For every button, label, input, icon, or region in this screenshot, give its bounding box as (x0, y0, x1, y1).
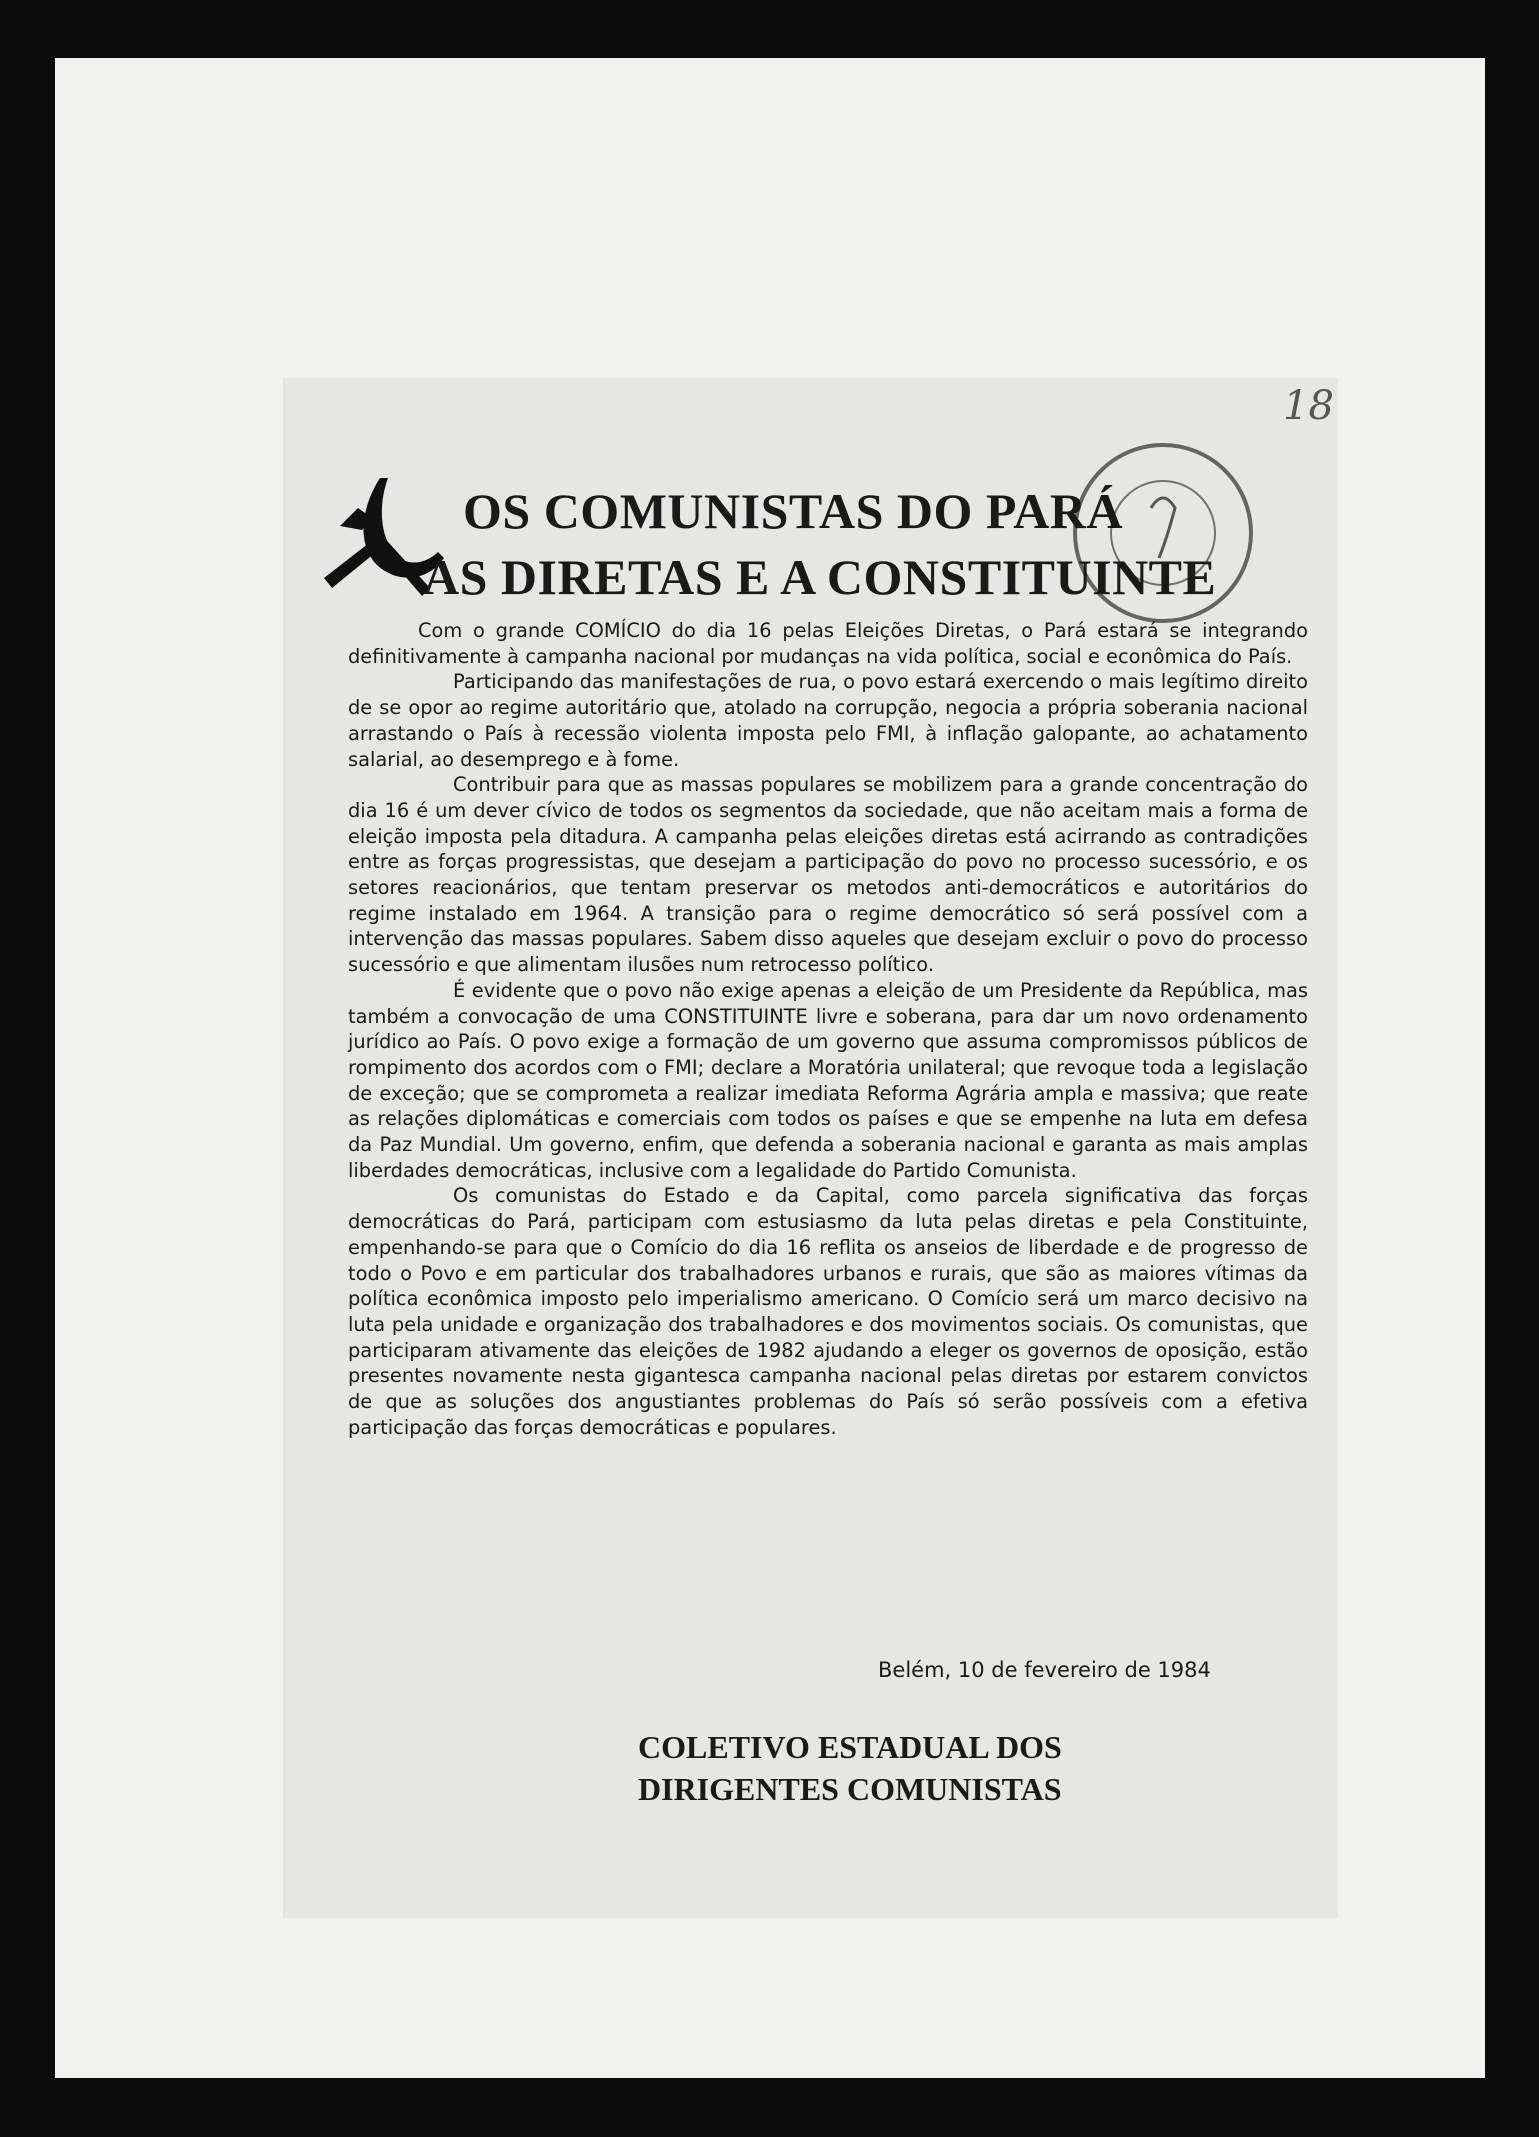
title-line-2: AS DIRETAS E A CONSTITUINTE (423, 549, 1217, 605)
scan-frame (55, 58, 1485, 2078)
paragraph: É evidente que o povo não exige apenas a eleição de um Presidente da República, mas também a convocação de uma CONSTITUINTE livre e soberana, para dar um novo ordenamento jurídico ao País. O povo exige a formação de um governo que assuma compromissos públicos de rompimento dos acordos com o FMI; declare a Moratória unilateral; que revoque toda a legislação de exceção; que se comprometa a realizar imediata Reforma Agrária ampla e massiva; que reate as relações diplomáticas e comerciais com todos os países e que se empenhe na luta em defesa da Paz Mundial. Um governo, enfim, que defenda a soberania nacional e garanta as mais amplas liberdades democráticas, inclusive com a legalidade do Partido Comunista. (348, 978, 1308, 1182)
leaflet-page (283, 378, 1338, 1918)
date-line: Belém, 10 de fevereiro de 1984 (878, 1658, 1211, 1682)
paragraph: Contribuir para que as massas populares se mobilizem para a grande concentração do dia 16 é um dever cívico de todos os segmentos da sociedade, que não aceitam mais a forma de eleição imposta pela ditadura. A campanha pelas eleições diretas está acirrando as contradições entre as forças progressistas, que desejam a participação do povo no processo sucessório, e os setores reacionários, que tentam preservar os metodos anti-democráticos e autoritários do regime instalado em 1964. A transição para o regime democrático só será possível com a intervenção das massas populares. Sabem disso aqueles que desejam excluir o povo do processo sucessório e que alimentam ilusões num retrocesso político. (348, 773, 1308, 977)
document-title (423, 478, 1217, 610)
signature-line-2: DIRIGENTES COMUNISTAS (638, 1771, 1062, 1807)
signature-block (638, 1726, 1062, 1810)
paragraph: Os comunistas do Estado e da Capital, como parcela significativa das forças democráticas do Pará, participam com estusiasmo da luta pelas diretas e pela Constituinte, empenhando-se para que o Comício do dia 16 reflita os anseios de liberdade e de progresso de todo o Povo e em particular dos trabalhadores urbanos e rurais, que são as maiores vítimas da política econômica imposto pelo imperialismo americano. O Comício será um marco decisivo na luta pela unidade e organização dos trabalhadores e dos movimentos sociais. Os comunistas, que participaram ativamente das eleições de 1982 ajudando a eleger os governos de oposição, estão presentes novamente nesta gigantesca campanha nacional pelas diretas por estarem convictos de que as soluções dos angustiantes problemas do País só serão possíveis com a efetiva participação das forças democráticas e populares. (348, 1184, 1308, 1439)
page-number: 18 (1283, 383, 1334, 429)
body-text (348, 618, 1308, 1441)
title-line-1: OS COMUNISTAS DO PARÁ (463, 483, 1124, 539)
paragraph: Com o grande COMÍCIO do dia 16 pelas Eleições Diretas, o Pará estará se integrando definitivamente à campanha nacional por mudanças na vida política, social e econômica do País. (348, 619, 1308, 668)
paragraph: Participando das manifestações de rua, o povo estará exercendo o mais legítimo direito de se opor ao regime autoritário que, atolado na corrupção, negocia a própria soberania nacional arrastando o País à recessão violenta imposta pelo FMI, à inflação galopante, ao achatamento salarial, ao desemprego e à fome. (348, 670, 1308, 771)
signature-line-1: COLETIVO ESTADUAL DOS (638, 1729, 1062, 1765)
